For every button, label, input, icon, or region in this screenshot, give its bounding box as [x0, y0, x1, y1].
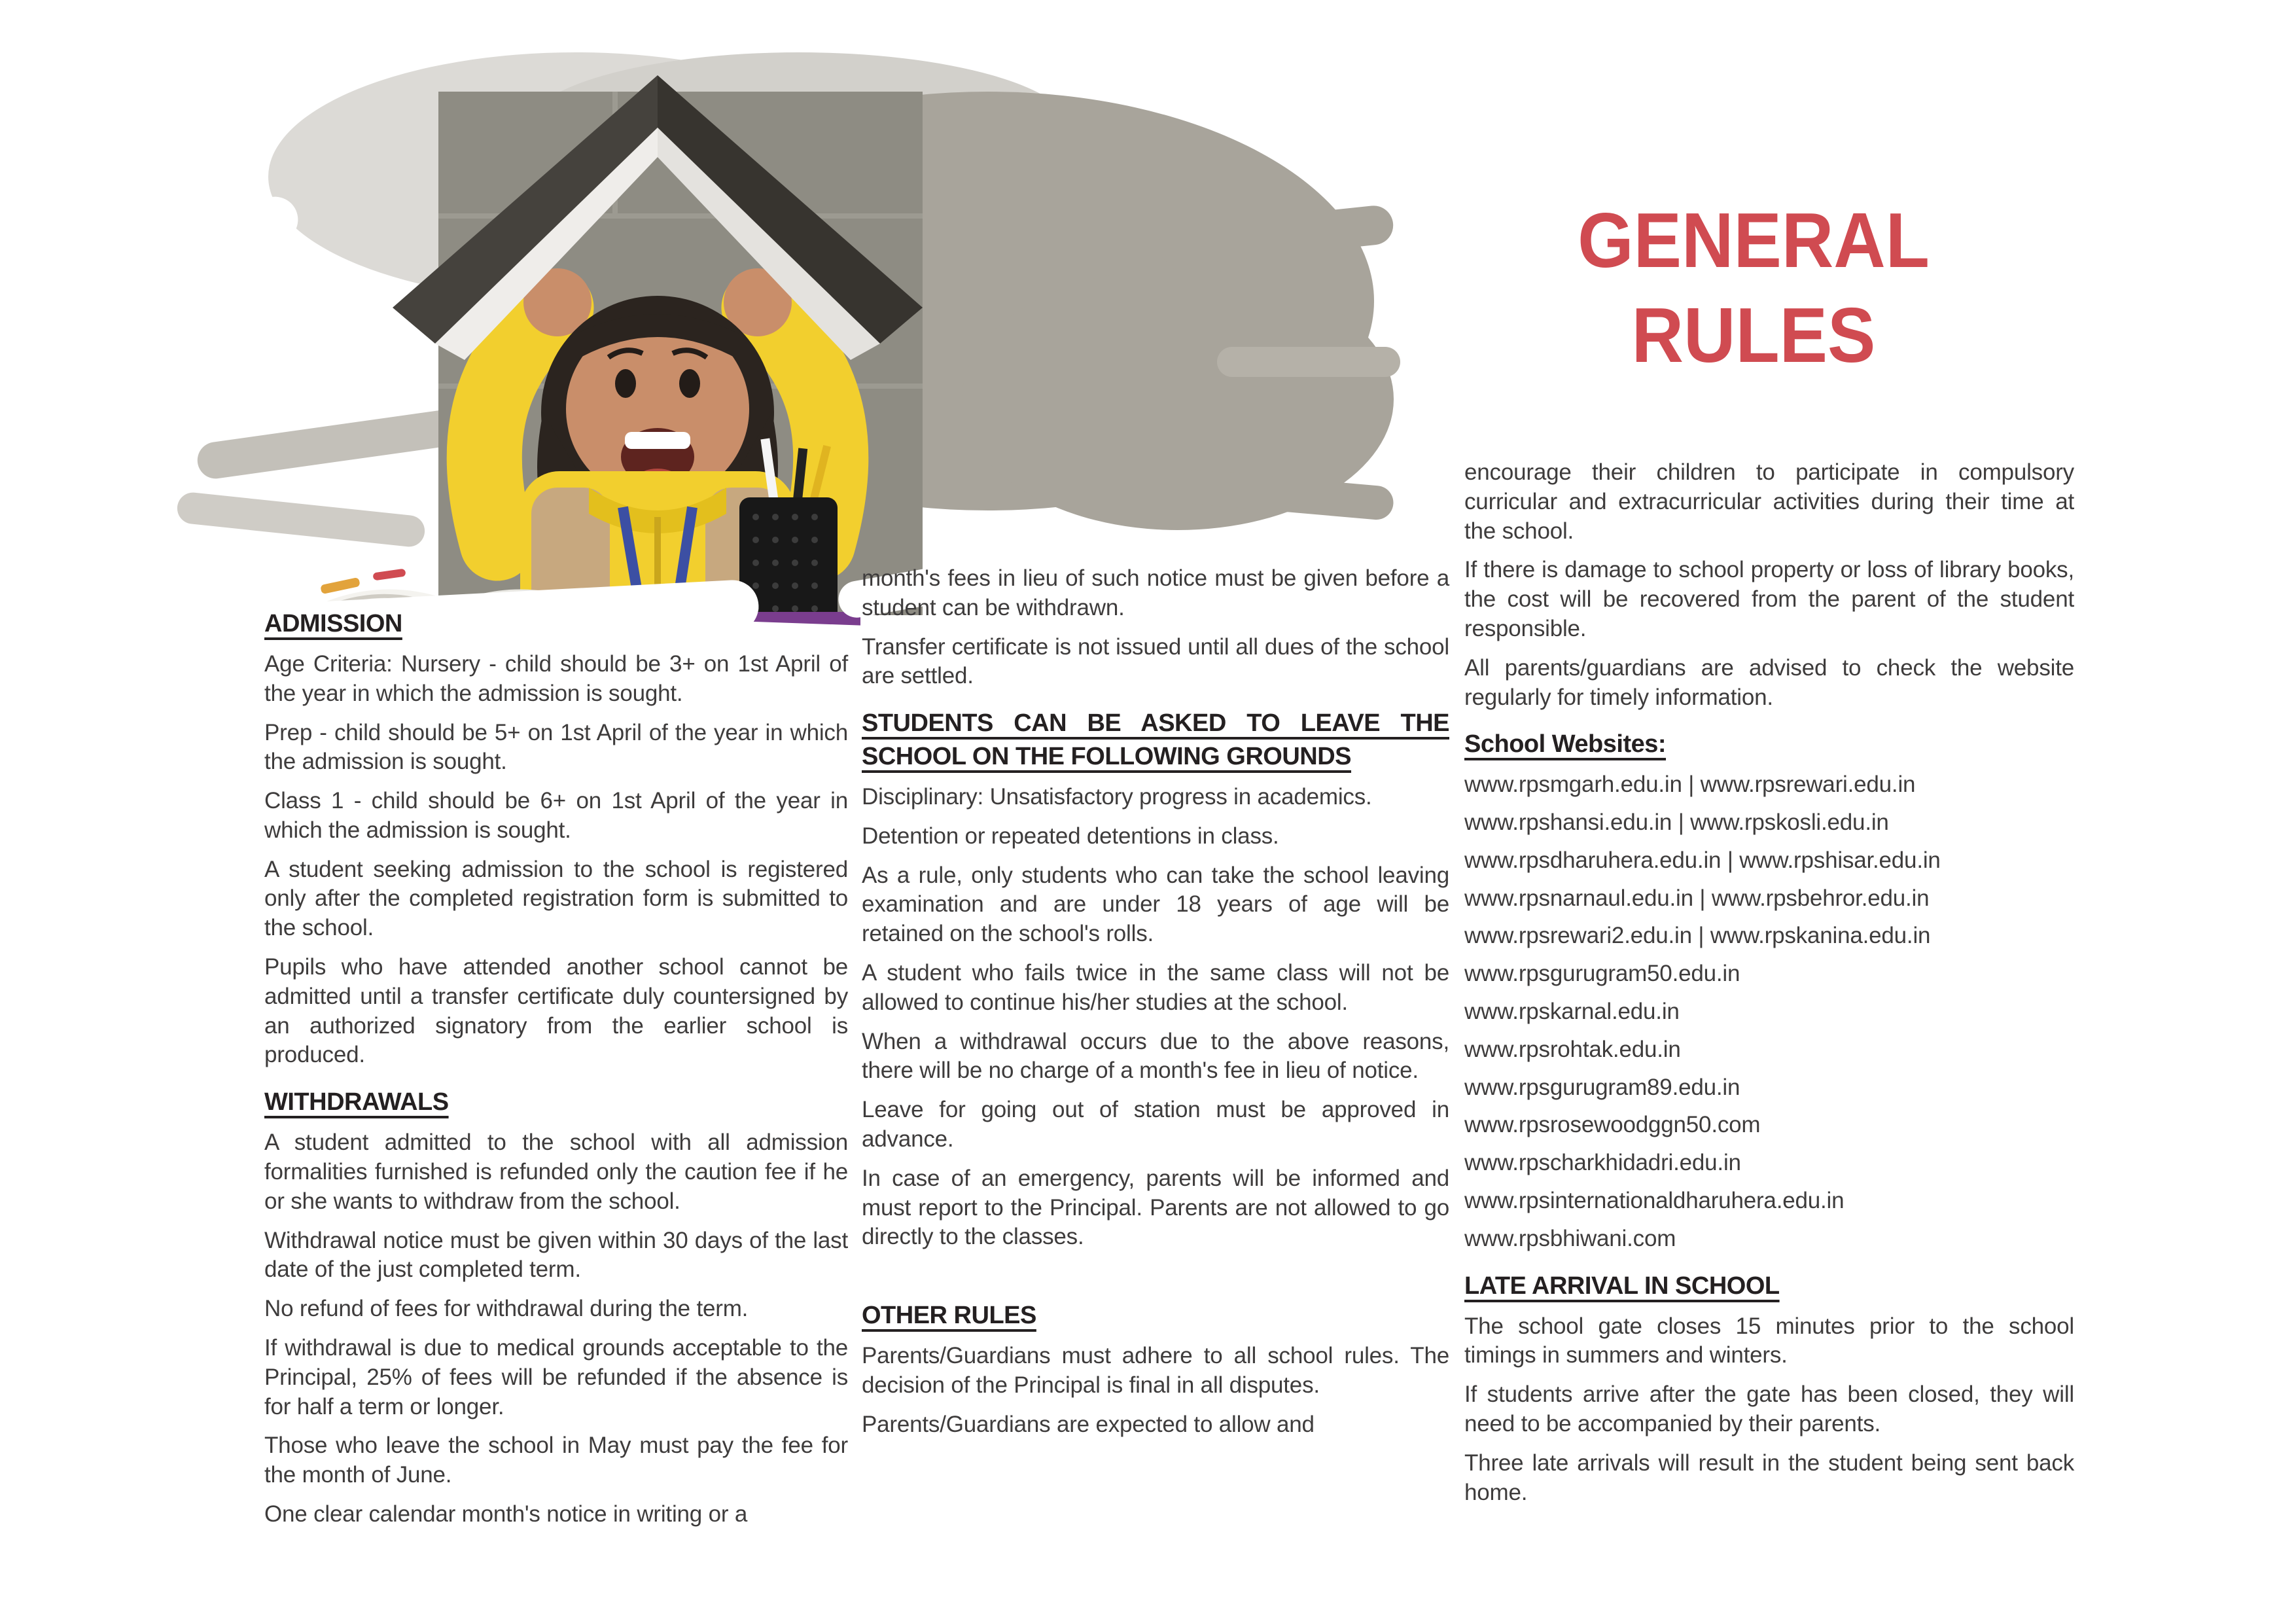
- para-age-criteria-nursery: Age Criteria: Nursery - child should be 3+ on 1st April of the year in which the admission is sought.: [264, 651, 848, 706]
- website-link-row: www.rpsnarnaul.edu.in | www.rpsbehror.edu.in: [1464, 885, 1930, 911]
- website-link-row: www.rpsbhiwani.com: [1464, 1225, 1676, 1251]
- website-link-row: www.rpsmgarh.edu.in | www.rpsrewari.edu.in: [1464, 772, 1916, 798]
- para-caution-fee: A student admitted to the school with all admission formalities furnished is refunded only the caution fee if he or she wants to withdraw from the school.: [264, 1130, 848, 1214]
- para-age-criteria-prep: Prep - child should be 5+ on 1st April of the year in which the admission is sought.: [264, 719, 848, 775]
- page-title: [1525, 193, 1983, 383]
- para-age-criteria-class1: Class 1 - child should be 6+ on 1st April of the year in which the admission is sought.: [264, 788, 848, 843]
- para-leave-in-may: Those who leave the school in May must pay the fee for the month of June.: [264, 1433, 848, 1488]
- para-dues-settled: Transfer certificate is not issued until all dues of the school are settled.: [862, 633, 1449, 689]
- para-fees-in-lieu: month's fees in lieu of such notice must be given before a student can be withdrawn.: [862, 565, 1449, 620]
- para-withdrawal-no-charge: When a withdrawal occurs due to the above reasons, there will be no charge of a month's fee in lieu of notice.: [862, 1028, 1449, 1084]
- column-admission-withdrawals: [264, 607, 848, 1539]
- student-photo-illustration: [157, 20, 1407, 648]
- para-medical-grounds: If withdrawal is due to medical grounds acceptable to the Principal, 25% of fees will be refunded if the absence is for half a term or longer.: [264, 1334, 848, 1419]
- para-parents-expected: Parents/Guardians are expected to allow and: [862, 1411, 1315, 1437]
- website-link-row: www.rpsdharuhera.edu.in | www.rpshisar.edu.in: [1464, 847, 1941, 873]
- website-link-row: www.rpsgurugram50.edu.in: [1464, 961, 1740, 987]
- para-out-of-station-leave: Leave for going out of station must be approved in advance.: [862, 1097, 1449, 1152]
- heading-admission: ADMISSION: [264, 610, 402, 637]
- website-link-row: www.rpscharkhidadri.edu.in: [1464, 1150, 1741, 1176]
- para-fails-twice: A student who fails twice in the same class will not be allowed to continue his/her studies at the school.: [862, 959, 1449, 1015]
- para-check-website: All parents/guardians are advised to check the website regularly for timely information.: [1464, 654, 2074, 710]
- para-registration: A student seeking admission to the school is registered only after the completed registration form is submitted to the school.: [264, 856, 848, 941]
- heading-other-rules: OTHER RULES: [862, 1302, 1036, 1330]
- heading-withdrawals: WITHDRAWALS: [264, 1088, 449, 1116]
- column-websites-late-arrival: [1464, 458, 2074, 1517]
- para-damage-to-property: If there is damage to school property or loss of library books, the cost will be recovered from the parent of the student responsible.: [1464, 557, 2074, 641]
- page-title-line2: RULES: [1631, 292, 1876, 380]
- column-leaving-other-rules: [862, 564, 1449, 1449]
- heading-school-websites: School Websites:: [1464, 730, 1667, 758]
- para-emergency: In case of an emergency, parents will be informed and must report to the Principal. Parents are not allowed to go directly to the classes.: [862, 1165, 1449, 1250]
- para-three-late-arrivals: Three late arrivals will result in the student being sent back home.: [1464, 1450, 2074, 1505]
- para-gate-closes: The school gate closes 15 minutes prior to the school timings in summers and winters.: [1464, 1313, 2074, 1368]
- heading-asked-to-leave: STUDENTS CAN BE ASKED TO LEAVE THE SCHOOL ON THE FOLLOWING GROUNDS: [862, 709, 1449, 771]
- para-principal-final: Parents/Guardians must adhere to all school rules. The decision of the Principal is final in all disputes.: [862, 1343, 1449, 1398]
- student-photo: [157, 20, 1407, 648]
- website-link-row: www.rpsinternationaldharuhera.edu.in: [1464, 1188, 1845, 1214]
- para-accompanied-by-parents: If students arrive after the gate has been closed, they will need to be accompanied by their parents.: [1464, 1382, 2074, 1436]
- para-leaving-examination: As a rule, only students who can take the school leaving examination and are under 18 years of age will be retained on the school's rolls.: [862, 862, 1449, 947]
- para-withdrawal-notice: Withdrawal notice must be given within 30 days of the last date of the just completed term.: [264, 1227, 848, 1283]
- website-link-row: www.rpsgurugram89.edu.in: [1464, 1074, 1740, 1100]
- website-link-row: www.rpsrosewoodggn50.com: [1464, 1112, 1761, 1138]
- para-encourage-participation: encourage their children to participate in compulsory curricular and extracurricular activities during their time at the school.: [1464, 459, 2074, 544]
- para-no-refund: No refund of fees for withdrawal during the term.: [264, 1296, 749, 1322]
- para-disciplinary: Disciplinary: Unsatisfactory progress in academics.: [862, 784, 1372, 810]
- para-detention: Detention or repeated detentions in class.: [862, 823, 1279, 849]
- website-link-row: www.rpsrewari2.edu.in | www.rpskanina.edu.in: [1464, 923, 1931, 949]
- page-title-line1: GENERAL: [1578, 197, 1930, 284]
- para-transfer-certificate-required: Pupils who have attended another school cannot be admitted until a transfer certificate duly countersigned by an authorized signatory from the earlier school is produced.: [264, 954, 848, 1068]
- para-calendar-month-notice: One clear calendar month's notice in writing or a: [264, 1501, 748, 1527]
- website-link-row: www.rpsrohtak.edu.in: [1464, 1036, 1681, 1062]
- website-link-row: www.rpshansi.edu.in | www.rpskosli.edu.in: [1464, 810, 1889, 836]
- website-link-row: www.rpskarnal.edu.in: [1464, 999, 1680, 1025]
- heading-late-arrival: LATE ARRIVAL IN SCHOOL: [1464, 1272, 1780, 1300]
